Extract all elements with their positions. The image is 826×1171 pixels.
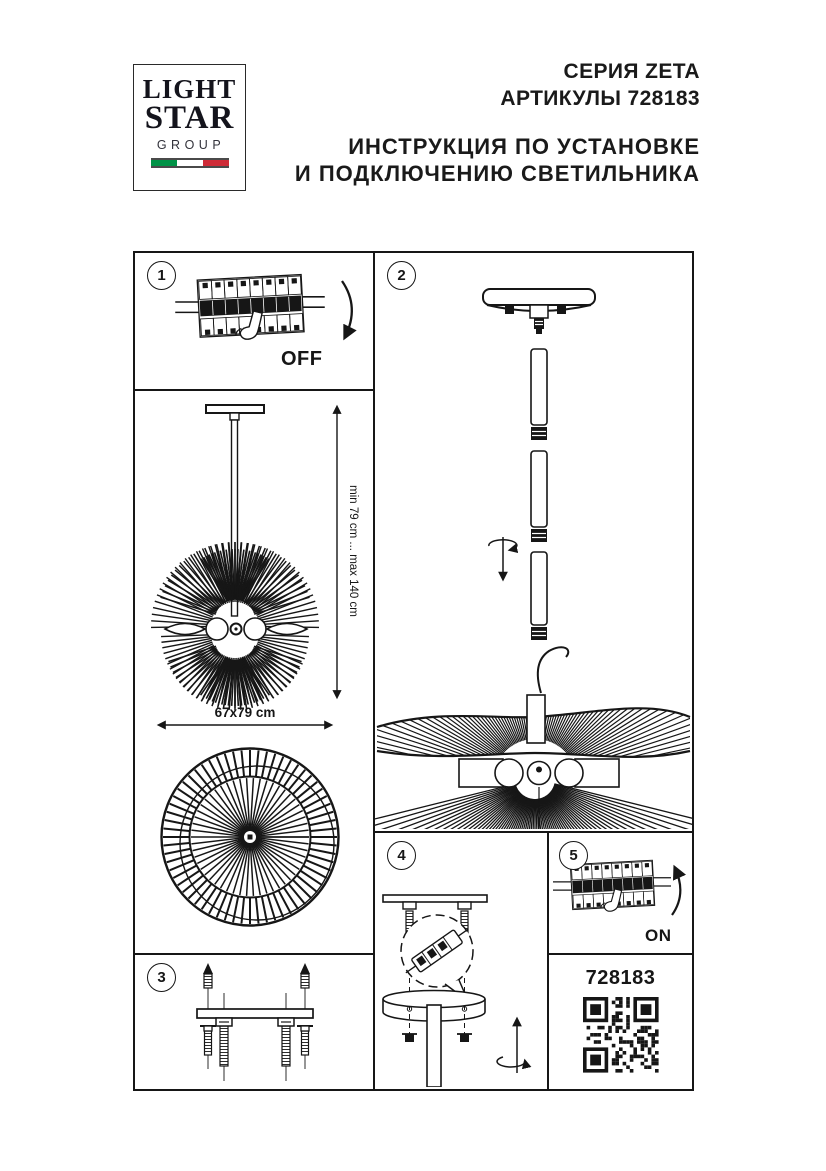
- anchor-arrow-icon: [300, 963, 310, 974]
- step-1-panel: [135, 253, 375, 391]
- width-dimension-label: 67x79 cm: [214, 705, 276, 720]
- step-2-panel: [375, 253, 692, 833]
- series-title: СЕРИЯ ZETA: [563, 60, 700, 83]
- lightstar-logo: [133, 64, 246, 191]
- document-header: [295, 58, 700, 187]
- article-number: 728183: [585, 967, 656, 989]
- logo-group-text: GROUP: [156, 138, 226, 153]
- step-4-number: 4: [387, 841, 416, 870]
- step-1-number: 1: [147, 261, 176, 290]
- shade-lower-fan: [375, 784, 692, 829]
- step-3-number: 3: [147, 963, 176, 992]
- height-dimension-label: min 79 cm ... max 140 cm: [347, 485, 359, 617]
- flag-red: [203, 160, 229, 166]
- bulb-frame: [459, 759, 619, 787]
- anchor-arrow-icon: [203, 963, 213, 974]
- qr-code: [583, 997, 659, 1073]
- rotate-arrow-icon: [497, 1057, 525, 1067]
- article-number-line: АРТИКУЛЫ 728183: [500, 87, 700, 110]
- logo-star-text: STAR: [144, 100, 235, 136]
- flag-green: [151, 160, 177, 166]
- instruction-title-line1: ИНСТРУКЦИЯ ПО УСТАНОВКЕ: [348, 134, 700, 159]
- instruction-title-line2: И ПОДКЛЮЧЕНИЮ СВЕТИЛЬНИКА: [294, 161, 700, 186]
- turn-off-arrow-icon: [342, 281, 352, 337]
- step-5-panel: [549, 833, 692, 955]
- logo-light-text: LIGHT: [142, 74, 237, 104]
- off-label: OFF: [281, 348, 323, 370]
- step-2-number: 2: [387, 261, 416, 290]
- pole-assembly-illustration: [375, 253, 692, 829]
- step-4-panel: [375, 833, 549, 1089]
- on-label: ON: [645, 926, 672, 945]
- step-5-number: 5: [559, 841, 588, 870]
- power-wire: [538, 647, 569, 693]
- step-3-panel: [135, 955, 375, 1089]
- turn-on-arrow-icon: [672, 868, 680, 915]
- instruction-steps-grid: [133, 251, 694, 1091]
- qr-panel: [549, 955, 692, 1089]
- lamp-drawing: [135, 391, 373, 951]
- italian-flag-icon: [151, 158, 229, 168]
- lamp-dimensions-panel: [135, 391, 375, 955]
- flag-white: [177, 160, 203, 166]
- canopy-mounting-illustration: [375, 833, 547, 1087]
